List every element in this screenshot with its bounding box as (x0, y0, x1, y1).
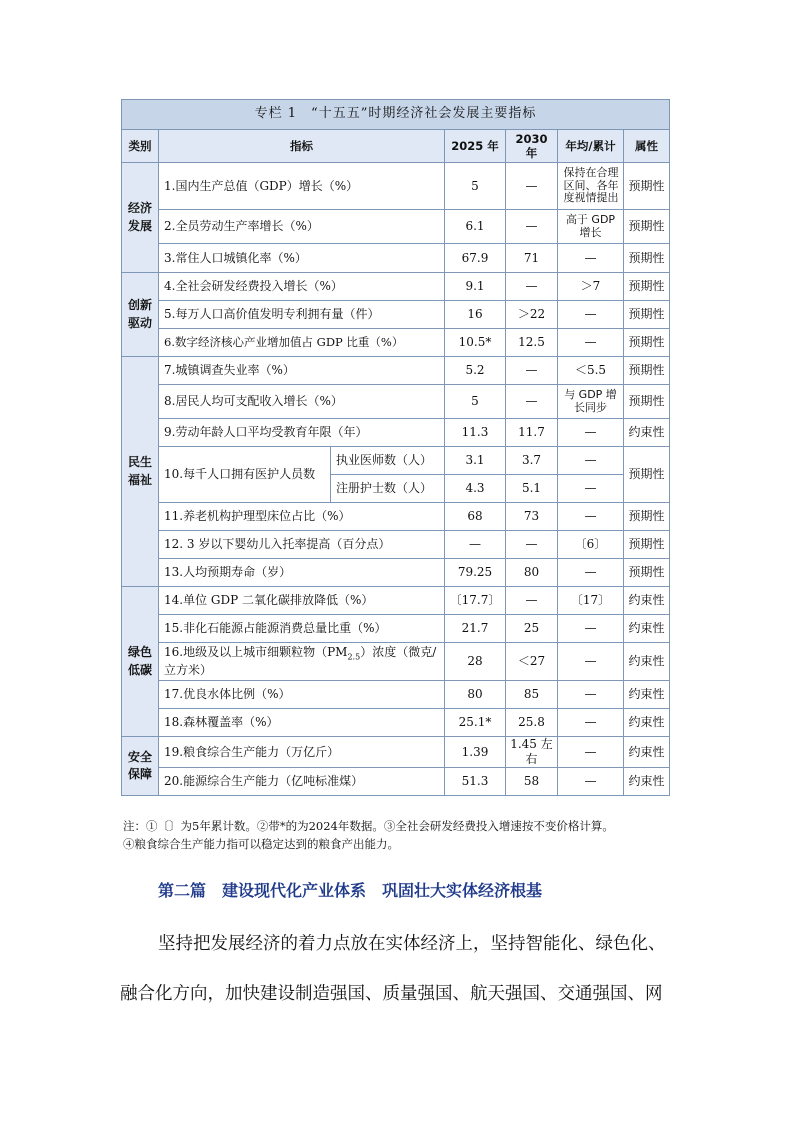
sub-indicator-cell: 注册护士数（人） (331, 475, 445, 503)
value-avg: — (558, 768, 624, 796)
table-note-line-2: ④粮食综合生产能力指可以稳定达到的粮食产出能力。 (123, 837, 399, 851)
value-2025: 5 (445, 385, 506, 419)
header-2030: 2030 年 (506, 130, 558, 163)
value-2025: 28 (445, 643, 506, 681)
indicator-cell: 15.非化石能源占能源消费总量比重（%） (159, 615, 445, 643)
indicator-cell: 1.国内生产总值（GDP）增长（%） (159, 163, 445, 210)
indicator-cell: 16.地级及以上城市细颗粒物$(PM_{2.5})$浓度（微克/立方米） (159, 643, 445, 681)
value-avg: — (558, 503, 624, 531)
value-2030: ＞22 (506, 301, 558, 329)
value-attr: 预期性 (624, 559, 670, 587)
table-note-line-1: 注：①〔〕为5年累计数。②带*的为2024年数据。③全社会研发经费投入增速按不变价格计算。 (123, 819, 614, 833)
table-row (122, 419, 670, 447)
value-2025: 16 (445, 301, 506, 329)
value-2030: 12.5 (506, 329, 558, 357)
value-2030: — (506, 273, 558, 301)
table-caption: 专栏 1 “十五五”时期经济社会发展主要指标 (122, 100, 670, 130)
value-2030: 25 (506, 615, 558, 643)
value-attr: 预期性 (624, 357, 670, 385)
value-2025: 4.3 (445, 475, 506, 503)
value-2030: ＜27 (506, 643, 558, 681)
table-row (122, 709, 670, 737)
indicator-cell: 4.全社会研发经费投入增长（%） (159, 273, 445, 301)
value-2030: 25.8 (506, 709, 558, 737)
chapter-title: 第二篇 建设现代化产业体系 巩固壮大实体经济根基 (158, 881, 543, 900)
value-attr: 约束性 (624, 587, 670, 615)
value-2030: — (506, 163, 558, 210)
indicator-cell: 5.每万人口高价值发明专利拥有量（件） (159, 301, 445, 329)
value-attr: 预期性 (624, 301, 670, 329)
indicator-cell: 20.能源综合生产能力（亿吨标准煤） (159, 768, 445, 796)
value-attr: 约束性 (624, 709, 670, 737)
value-2030: 3.7 (506, 447, 558, 475)
indicator-cell: 6.数字经济核心产业增加值占 GDP 比重（%） (159, 329, 445, 357)
table-row (122, 503, 670, 531)
value-avg: 与 GDP 增长同步 (558, 385, 624, 419)
value-2025: 67.9 (445, 244, 506, 273)
value-attr: 约束性 (624, 737, 670, 768)
value-attr: 约束性 (624, 643, 670, 681)
category-green: 绿色低碳 (122, 587, 159, 737)
table-row (122, 768, 670, 796)
value-2030: 11.7 (506, 419, 558, 447)
value-attr: 约束性 (624, 615, 670, 643)
value-attr: 约束性 (624, 768, 670, 796)
value-avg: — (558, 615, 624, 643)
indicator-cell: 19.粮食综合生产能力（万亿斤） (159, 737, 445, 768)
indicator-cell: 14.单位 GDP 二氧化碳排放降低（%） (159, 587, 445, 615)
indicator-cell: 2.全员劳动生产率增长（%） (159, 210, 445, 244)
value-2025: 51.3 (445, 768, 506, 796)
value-2025: 5 (445, 163, 506, 210)
category-livelihood: 民生福祉 (122, 357, 159, 587)
value-attr: 预期性 (624, 244, 670, 273)
value-attr: 预期性 (624, 503, 670, 531)
value-avg: — (558, 329, 624, 357)
value-2025: 1.39 (445, 737, 506, 768)
value-2030: — (506, 531, 558, 559)
table-row (122, 587, 670, 615)
value-2030: 1.45 左右 (506, 737, 558, 768)
table-row (122, 681, 670, 709)
value-attr: 预期性 (624, 210, 670, 244)
body-text-line-2: 融合化方向，加快建设制造强国、质量强国、航天强国、交通强国、网 (120, 984, 663, 1004)
value-attr: 预期性 (624, 447, 670, 503)
indicator-cell: 7.城镇调查失业率（%） (159, 357, 445, 385)
value-avg: — (558, 737, 624, 768)
table-row (122, 163, 670, 210)
sub-indicator-cell: 执业医师数（人） (331, 447, 445, 475)
table-row (122, 559, 670, 587)
table-row (122, 385, 670, 419)
table-row (122, 643, 670, 681)
value-avg: ＜5.5 (558, 357, 624, 385)
header-indicator: 指标 (159, 130, 445, 163)
value-avg: ＞7 (558, 273, 624, 301)
table-row (122, 357, 670, 385)
indicators-table (121, 99, 670, 796)
value-2025: 9.1 (445, 273, 506, 301)
value-attr: 预期性 (624, 163, 670, 210)
value-avg: 高于 GDP 增长 (558, 210, 624, 244)
body-text-line-1: 坚持把发展经济的着力点放在实体经济上，坚持智能化、绿色化、 (158, 934, 666, 954)
indicator-cell: 18.森林覆盖率（%） (159, 709, 445, 737)
value-2025: 79.25 (445, 559, 506, 587)
value-2025: — (445, 531, 506, 559)
indicator-cell: 17.优良水体比例（%） (159, 681, 445, 709)
table-row (122, 273, 670, 301)
table-row (122, 615, 670, 643)
table-row (122, 301, 670, 329)
table-row (122, 329, 670, 357)
value-2025: 80 (445, 681, 506, 709)
indicator-cell: 10.每千人口拥有医护人员数 (159, 447, 331, 503)
indicator-cell: 11.养老机构护理型床位占比（%） (159, 503, 445, 531)
indicator-cell: 12. 3 岁以下婴幼儿入托率提高（百分点） (159, 531, 445, 559)
value-avg: 〔17〕 (558, 587, 624, 615)
indicator-cell: 13.人均预期寿命（岁） (159, 559, 445, 587)
value-avg: 〔6〕 (558, 531, 624, 559)
value-2025: 25.1* (445, 709, 506, 737)
value-2030: — (506, 385, 558, 419)
category-innovation: 创新驱动 (122, 273, 159, 357)
value-avg: — (558, 475, 624, 503)
value-attr: 预期性 (624, 531, 670, 559)
value-2030: 85 (506, 681, 558, 709)
value-2030: — (506, 587, 558, 615)
table-row (122, 737, 670, 768)
value-2030: — (506, 357, 558, 385)
header-2025: 2025 年 (445, 130, 506, 163)
table-row (122, 531, 670, 559)
value-avg: — (558, 301, 624, 329)
value-avg: 保持在合理区间、各年度视情提出 (558, 163, 624, 210)
header-avg: 年均/累计 (558, 130, 624, 163)
value-attr: 预期性 (624, 329, 670, 357)
value-avg: — (558, 643, 624, 681)
value-2025: 21.7 (445, 615, 506, 643)
table-row (122, 244, 670, 273)
value-2030: 58 (506, 768, 558, 796)
value-2025: 5.2 (445, 357, 506, 385)
value-2030: — (506, 210, 558, 244)
value-attr: 预期性 (624, 273, 670, 301)
indicator-cell: 8.居民人均可支配收入增长（%） (159, 385, 445, 419)
value-attr: 预期性 (624, 385, 670, 419)
value-2025: 10.5* (445, 329, 506, 357)
indicator-cell: 9.劳动年龄人口平均受教育年限（年） (159, 419, 445, 447)
value-avg: — (558, 681, 624, 709)
table-row (122, 210, 670, 244)
value-2025: 68 (445, 503, 506, 531)
value-2030: 73 (506, 503, 558, 531)
category-economy: 经济发展 (122, 163, 159, 273)
header-attr: 属性 (624, 130, 670, 163)
value-2025: 6.1 (445, 210, 506, 244)
value-2025: 3.1 (445, 447, 506, 475)
value-2025: 〔17.7〕 (445, 587, 506, 615)
header-category: 类别 (122, 130, 159, 163)
value-2030: 80 (506, 559, 558, 587)
value-2025: 11.3 (445, 419, 506, 447)
category-security: 安全保障 (122, 737, 159, 796)
value-2030: 5.1 (506, 475, 558, 503)
value-avg: — (558, 709, 624, 737)
value-avg: — (558, 419, 624, 447)
value-avg: — (558, 244, 624, 273)
value-attr: 约束性 (624, 681, 670, 709)
value-2030: 71 (506, 244, 558, 273)
value-attr: 约束性 (624, 419, 670, 447)
value-avg: — (558, 447, 624, 475)
value-avg: — (558, 559, 624, 587)
table-row (122, 447, 670, 475)
indicator-cell: 3.常住人口城镇化率（%） (159, 244, 445, 273)
